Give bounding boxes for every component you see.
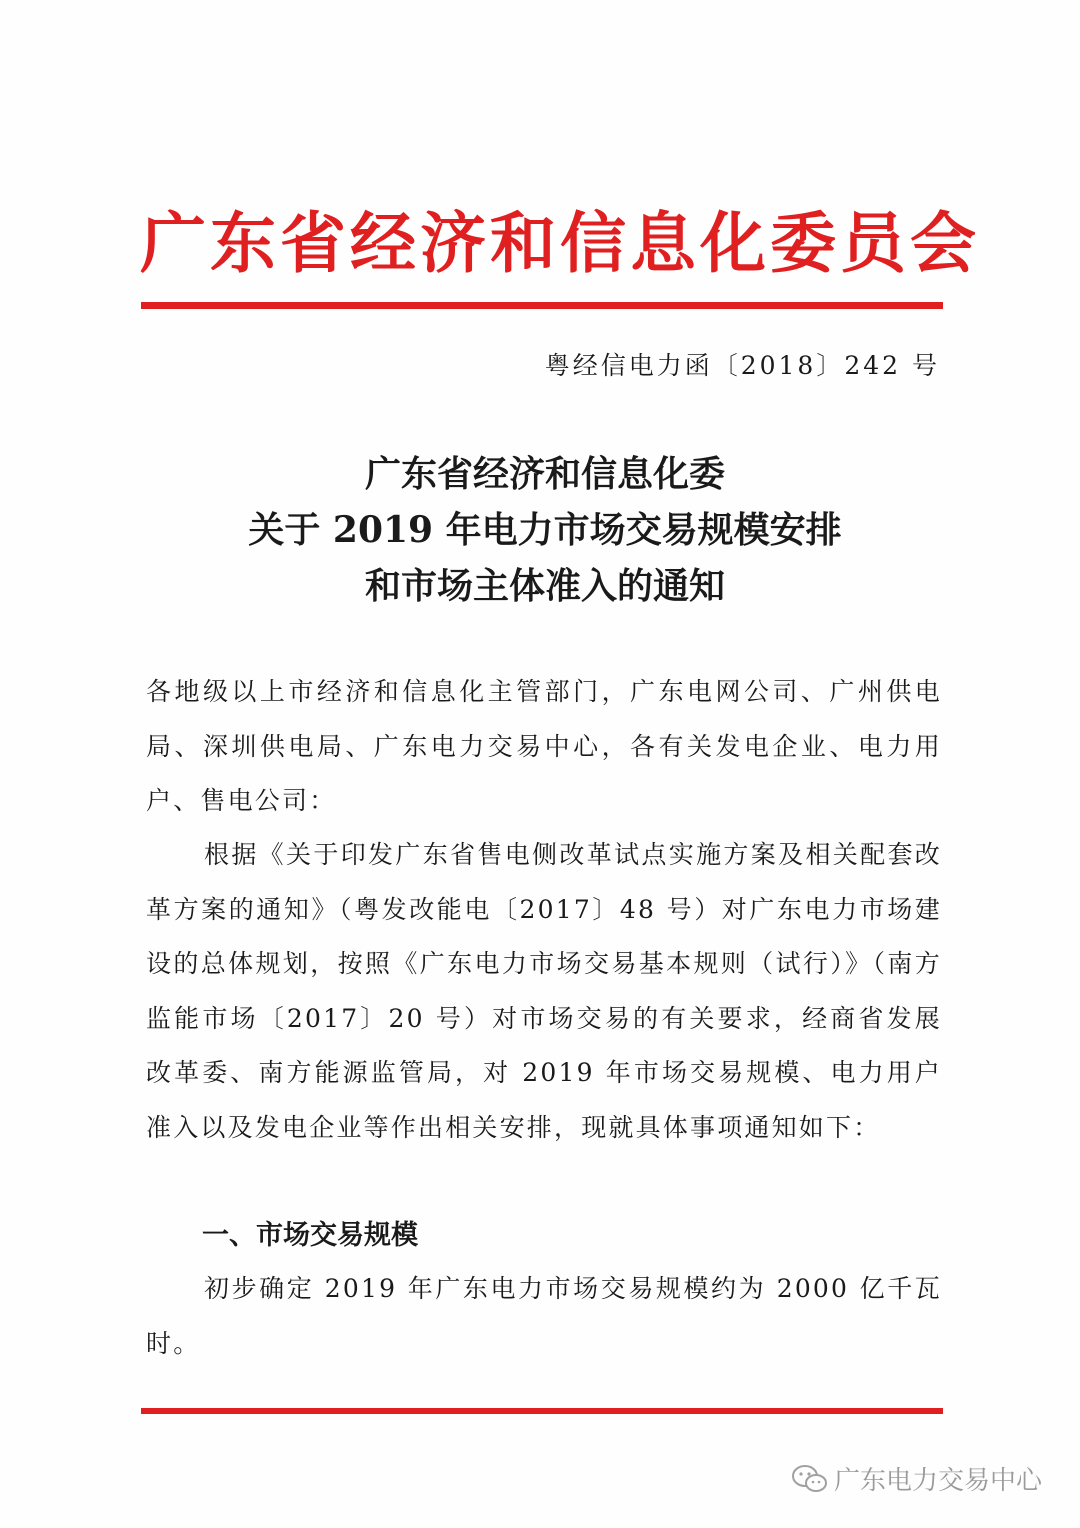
document-number: 粤经信电力函〔2018〕242 号 <box>544 351 940 380</box>
title-line-2: 关于 2019 年电力市场交易规模安排 <box>248 509 842 551</box>
watermark-text: 广东电力交易中心 <box>833 1466 1042 1496</box>
footer-red-rule <box>141 1408 943 1414</box>
title-line-1: 广东省经济和信息化委 <box>364 453 725 495</box>
paragraph-1: 根据《关于印发广东省售电侧改革试点实施方案及相关配套改革方案的通知》（粤发改能电〔2017〕48 号）对广东电力市场建设的总体规划，按照《广东电力市场交易基本规则（试行）》（南方监能市场〔2017〕20 号）对市场交易的有关要求，经商省发展改革委、南方能源监管局，对 2019 年市场交易规模、电力用户准入以及发电企业等作出相关安排，现就具体事项通知如下： <box>146 840 943 1142</box>
wechat-icon <box>792 1464 828 1494</box>
wechat-watermark <box>792 1460 1042 1497</box>
section-1-text: 初步确定 2019 年广东电力市场交易规模约为 2000 亿千瓦时。 <box>146 1274 942 1358</box>
title-line-3: 和市场主体准入的通知 <box>364 565 725 607</box>
document-title <box>140 446 950 614</box>
letterhead-org-name: 广东省经济和信息化委员会 <box>140 204 980 282</box>
section-1-heading: 一、市场交易规模 <box>202 1220 418 1251</box>
salutation: 各地级以上市经济和信息化主管部门，广东电网公司、广州供电局、深圳供电局、广东电力交易中心，各有关发电企业、电力用户、售电公司： <box>146 677 942 815</box>
letterhead-red-rule <box>141 302 943 309</box>
